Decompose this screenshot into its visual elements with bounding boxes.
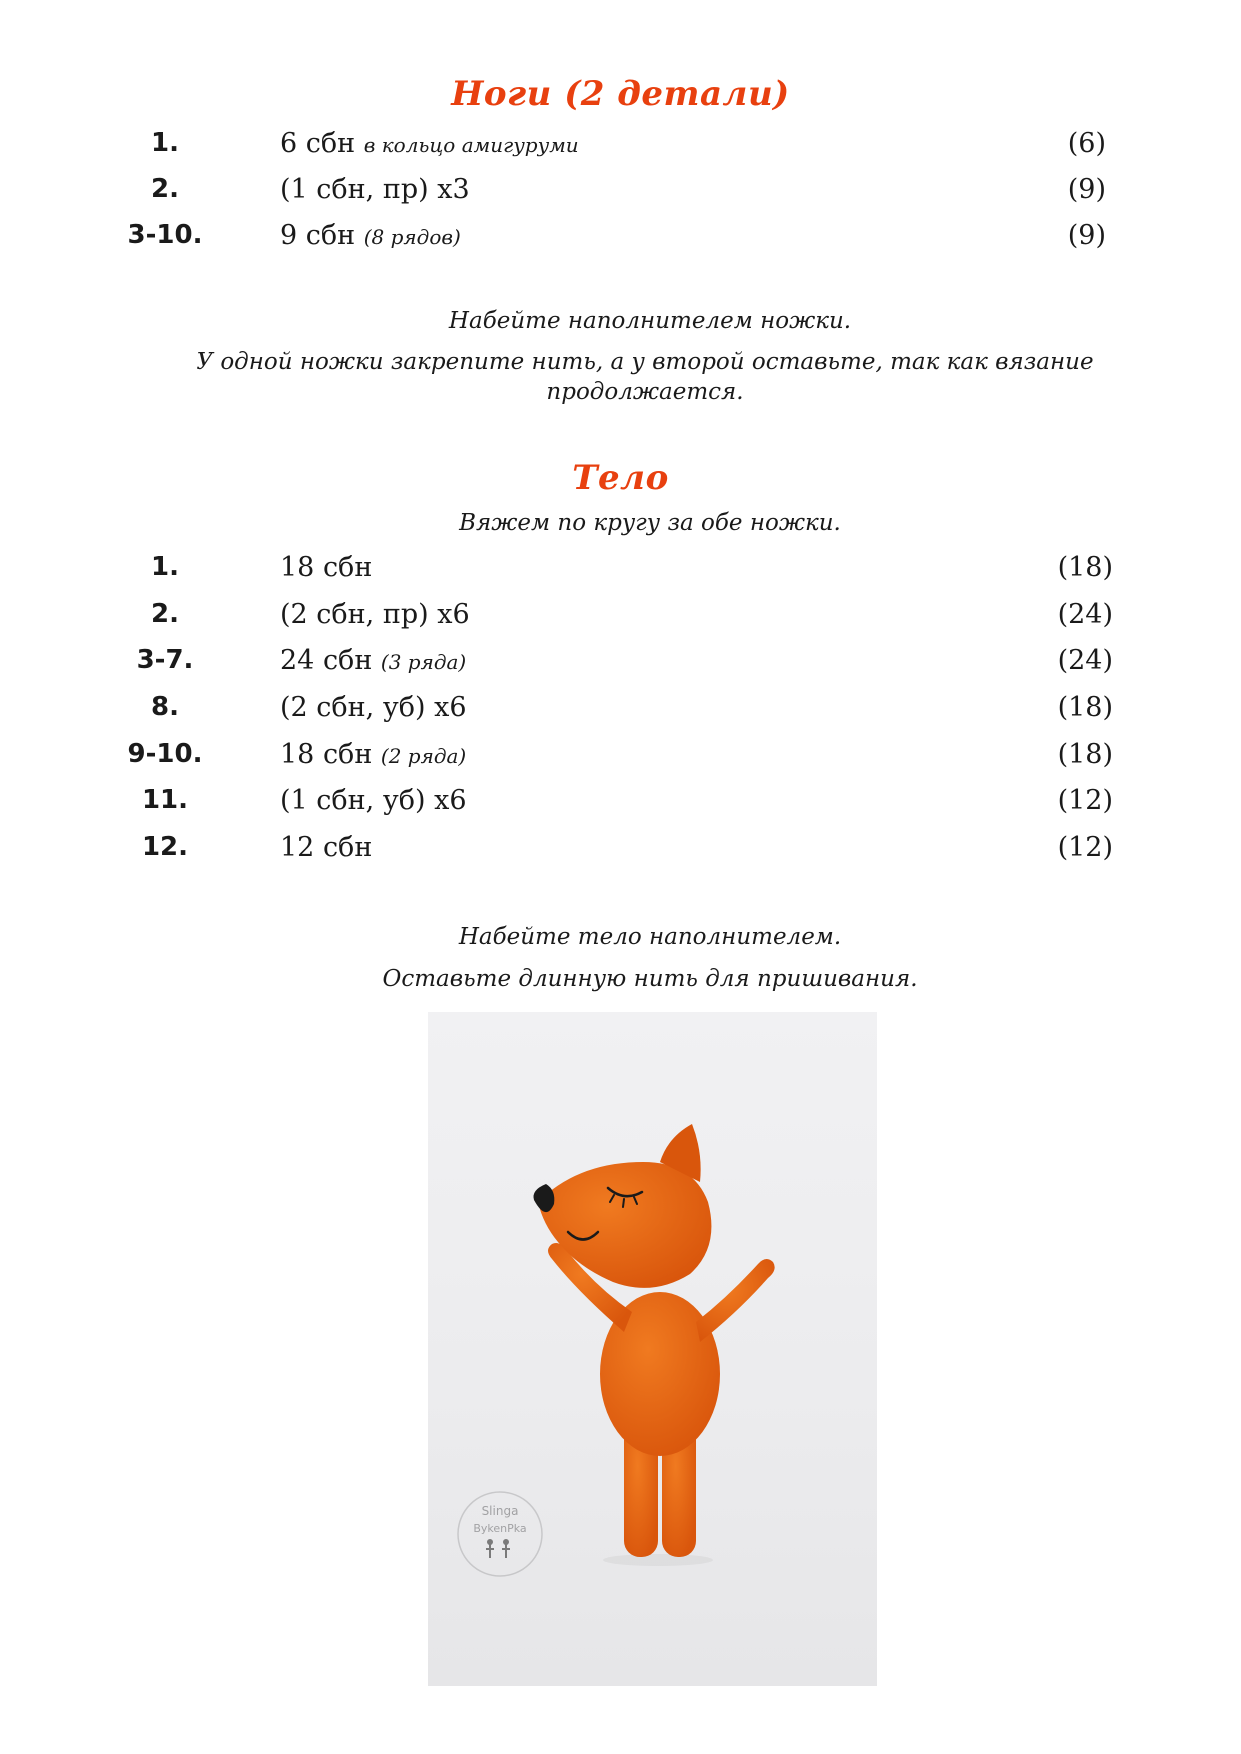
legs-row <box>0 128 1241 168</box>
body-title: Тело <box>572 458 669 498</box>
row-stitch-count: (6) <box>1067 128 1106 159</box>
body-row <box>0 739 1241 779</box>
legs-note: Набейте наполнителем ножки. <box>448 308 852 334</box>
body-note: Набейте тело наполнителем. <box>458 924 842 950</box>
watermark-text-2: BykenPka <box>473 1522 527 1535</box>
row-stitch-count: (9) <box>1067 174 1106 205</box>
row-instruction: 12 сбн <box>280 832 373 863</box>
row-instruction: 24 сбн (3 ряда) <box>280 645 467 676</box>
row-instruction: (2 сбн, пр) х6 <box>280 599 470 630</box>
fox-nose <box>534 1184 555 1212</box>
fox-toy-photo <box>428 1012 877 1686</box>
body-row <box>0 832 1241 872</box>
row-number: 12. <box>141 832 189 862</box>
row-note: (3 ряда) <box>380 650 467 674</box>
row-stitch-count: (18) <box>1057 739 1113 770</box>
row-instruction: (2 сбн, уб) х6 <box>280 692 467 723</box>
row-stitch-count: (18) <box>1057 692 1113 723</box>
body-note: Оставьте длинную нить для пришивания. <box>382 966 918 992</box>
row-stitch-count: (9) <box>1067 220 1106 251</box>
row-number: 1. <box>151 552 179 582</box>
row-instruction: (1 сбн, уб) х6 <box>280 785 467 816</box>
body-row <box>0 645 1241 685</box>
legs-row <box>0 220 1241 260</box>
fox-toy-illustration <box>428 1012 877 1686</box>
body-row <box>0 599 1241 639</box>
row-number: 9-10. <box>127 739 203 769</box>
row-number: 8. <box>151 692 179 722</box>
legs-row <box>0 174 1241 214</box>
body-row <box>0 552 1241 592</box>
row-instruction: 18 сбн <box>280 552 373 583</box>
row-number: 11. <box>141 785 189 815</box>
row-number: 3-10. <box>127 220 203 250</box>
row-instruction: 18 сбн (2 ряда) <box>280 739 467 770</box>
row-stitch-count: (12) <box>1057 785 1113 816</box>
fox-right-arm <box>696 1259 775 1342</box>
row-note: (2 ряда) <box>380 744 467 768</box>
row-instruction: 9 сбн (8 рядов) <box>280 220 461 251</box>
row-instruction: (1 сбн, пр) х3 <box>280 174 470 205</box>
row-number: 3-7. <box>136 645 194 675</box>
row-stitch-count: (18) <box>1057 552 1113 583</box>
body-row <box>0 692 1241 732</box>
row-number: 1. <box>151 128 179 158</box>
row-note: (8 рядов) <box>363 225 461 249</box>
row-stitch-count: (24) <box>1057 645 1113 676</box>
legs-title: Ноги (2 детали) <box>451 74 790 114</box>
row-number: 2. <box>151 174 179 204</box>
row-number: 2. <box>151 599 179 629</box>
watermark-stamp <box>458 1492 542 1576</box>
body-intro: Вяжем по кругу за обе ножки. <box>459 510 841 536</box>
row-stitch-count: (24) <box>1057 599 1113 630</box>
row-stitch-count: (12) <box>1057 832 1113 863</box>
watermark-text-1: Slinga <box>481 1504 519 1518</box>
body-row <box>0 785 1241 825</box>
row-instruction: 6 сбн в кольцо амигуруми <box>280 128 579 159</box>
legs-note: У одной ножки закрепите нить, а у второй оставьте, так как вязание продолжается. <box>196 349 1094 405</box>
row-note: в кольцо амигуруми <box>363 133 579 157</box>
